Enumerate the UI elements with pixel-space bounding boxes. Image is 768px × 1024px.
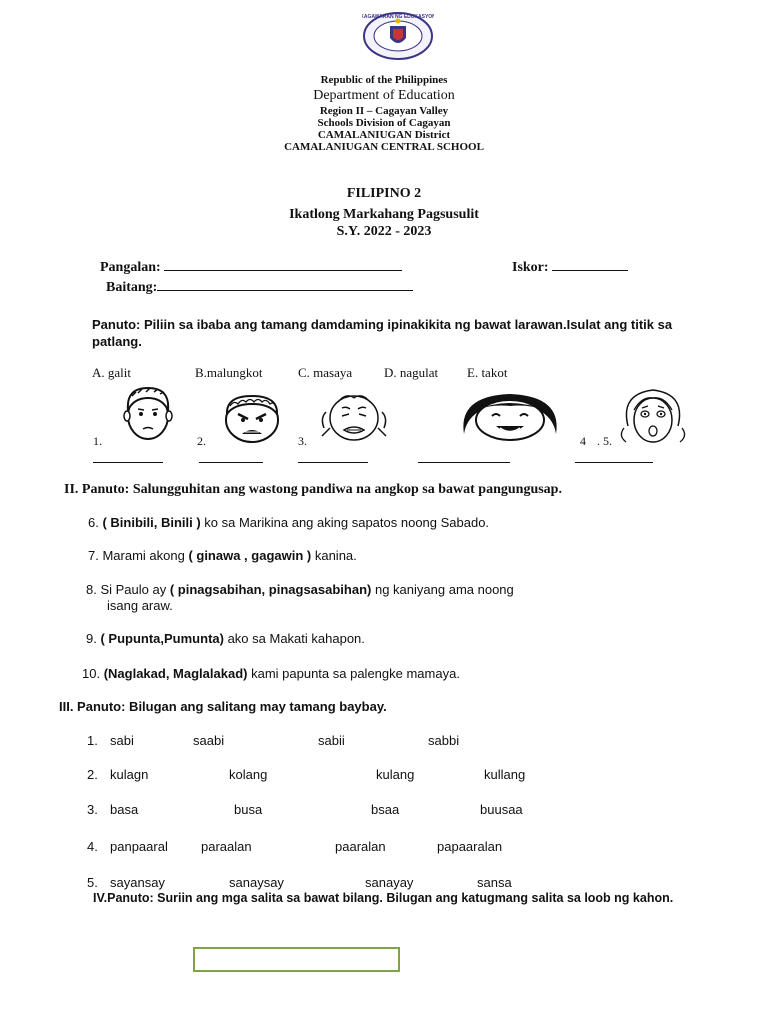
- item-6: [88, 515, 489, 530]
- row-1-word-3[interactable]: sabii: [318, 733, 345, 748]
- row-4-word-1[interactable]: panpaaral: [110, 839, 168, 854]
- row-3-word-3[interactable]: bsaa: [371, 802, 400, 817]
- row-4-word-3[interactable]: paaralan: [335, 839, 386, 854]
- grade-label: Baitang:: [106, 280, 158, 295]
- exam-title: Ikatlong Markahang Pagsusulit: [289, 207, 479, 222]
- choice-e: E. takot: [467, 365, 508, 380]
- choice-b: B.malungkot: [195, 365, 263, 380]
- face-5-image: [618, 386, 688, 446]
- item-10-number: 10.: [82, 666, 101, 681]
- row-2-word-2[interactable]: kolang: [229, 767, 268, 782]
- item-8-choice[interactable]: ( pinagsabihan, pinagsasabihan): [166, 582, 372, 597]
- row-1-word-1[interactable]: sabi: [110, 733, 134, 748]
- school-year: S.Y. 2022 - 2023: [336, 224, 432, 239]
- part3-instruction: III. Panuto: Bilugan ang salitang may tamang baybay.: [59, 699, 387, 714]
- row-4-word-2[interactable]: paraalan: [201, 839, 252, 854]
- item-10-text: kami papunta sa palengke mamaya.: [247, 666, 460, 681]
- choice-d: D. nagulat: [384, 365, 439, 380]
- item-6-text: ko sa Marikina ang aking sapatos noong Sabado.: [200, 515, 490, 530]
- republic-line: Republic of the Philippines: [320, 74, 448, 86]
- item-8-text: ng kaniyang ama noong: [371, 582, 514, 597]
- grade-field[interactable]: [106, 278, 413, 296]
- row-3-number: 3.: [87, 802, 98, 817]
- item-7-text: kanina.: [311, 548, 357, 563]
- choice-a: A. galit: [92, 365, 131, 380]
- face-1-number: 1.: [93, 434, 102, 448]
- item-9-number: 9.: [86, 631, 97, 646]
- row-5-word-2[interactable]: sanaysay: [229, 875, 284, 890]
- row-5-word-3[interactable]: sanayay: [365, 875, 414, 890]
- answer-blank-1[interactable]: [93, 462, 163, 463]
- grade-blank[interactable]: [157, 278, 413, 291]
- name-label: Pangalan:: [100, 260, 161, 275]
- face-2-number: 2.: [197, 434, 206, 448]
- item-8-continuation: isang araw.: [107, 598, 173, 613]
- row-2-word-1[interactable]: kulagn: [110, 767, 149, 782]
- score-label: Iskor:: [512, 260, 549, 275]
- item-9-text: ako sa Makati kahapon.: [223, 631, 365, 646]
- part4-instruction: IV.Panuto: Suriin ang mga salita sa bawat bilang. Bilugan ang katugmang salita sa loob ng kahon.: [93, 891, 674, 905]
- row-5-word-1[interactable]: sayansay: [110, 875, 165, 890]
- item-8: [86, 582, 514, 597]
- answer-blank-5[interactable]: [575, 462, 653, 463]
- item-6-number: 6.: [88, 515, 99, 530]
- name-field[interactable]: [100, 258, 402, 276]
- row-3-word-4[interactable]: buusaa: [480, 802, 523, 817]
- row-4-number: 4.: [87, 839, 98, 854]
- item-10: [82, 666, 460, 681]
- face-2-image: [214, 392, 290, 444]
- score-field[interactable]: [512, 258, 628, 276]
- face-1-image: [118, 384, 178, 442]
- item-7-number: 7. Marami akong: [88, 548, 185, 563]
- face-3-image: [316, 388, 392, 444]
- choice-c: C. masaya: [298, 365, 353, 380]
- part2-instruction: II. Panuto: Salungguhitan ang wastong pandiwa na angkop sa bawat pangungusap.: [64, 482, 562, 497]
- row-2-word-3[interactable]: kulang: [376, 767, 415, 782]
- row-1-number: 1.: [87, 733, 98, 748]
- item-8-number: 8. Si Paulo ay: [86, 582, 167, 597]
- score-blank[interactable]: [552, 258, 628, 271]
- row-1-word-2[interactable]: saabi: [193, 733, 225, 748]
- answer-blank-3[interactable]: [298, 462, 368, 463]
- row-2-number: 2.: [87, 767, 98, 782]
- svg-text:KAGAWARAN NG EDUKASYON: KAGAWARAN NG EDUKASYON: [362, 14, 434, 20]
- face-3-number: 3.: [298, 434, 307, 448]
- answer-box[interactable]: [193, 947, 400, 972]
- item-9-choice[interactable]: ( Pupunta,Pumunta): [100, 631, 224, 646]
- item-7-choice[interactable]: ( ginawa , gagawin ): [184, 548, 312, 563]
- row-4-word-4[interactable]: papaaralan: [437, 839, 503, 854]
- face-5-number: . 5.: [597, 434, 612, 448]
- region-line: Region II – Cagayan Valley: [319, 105, 449, 117]
- subject-title: FILIPINO 2: [346, 186, 422, 201]
- row-3-word-1[interactable]: basa: [110, 802, 139, 817]
- row-5-word-4[interactable]: sansa: [477, 875, 512, 890]
- row-1-word-4[interactable]: sabbi: [428, 733, 460, 748]
- row-2-word-4[interactable]: kullang: [484, 767, 526, 782]
- row-5-number: 5.: [87, 875, 98, 890]
- school-line: CAMALANIUGAN CENTRAL SCHOOL: [284, 141, 484, 153]
- district-line: CAMALANIUGAN District: [317, 129, 451, 141]
- face-4-number: 4: [580, 434, 586, 448]
- answer-blank-4[interactable]: [418, 462, 510, 463]
- item-7: [88, 548, 357, 563]
- row-3-word-2[interactable]: busa: [234, 802, 263, 817]
- item-9: [86, 631, 365, 646]
- deped-seal: [362, 12, 434, 60]
- item-10-choice[interactable]: (Naglakad, Maglalakad): [103, 666, 248, 681]
- part1-instruction: Panuto: Piliin sa ibaba ang tamang damdaming ipinakikita ng bawat larawan.Isulat ang titik sa patlang.: [92, 317, 673, 349]
- division-line: Schools Division of Cagayan: [317, 117, 451, 129]
- face-4-image: [458, 390, 562, 442]
- answer-blank-2[interactable]: [199, 462, 263, 463]
- department-line: Department of Education: [313, 88, 455, 103]
- item-6-choice[interactable]: ( Binibili, Binili ): [102, 515, 201, 530]
- name-blank[interactable]: [164, 258, 402, 271]
